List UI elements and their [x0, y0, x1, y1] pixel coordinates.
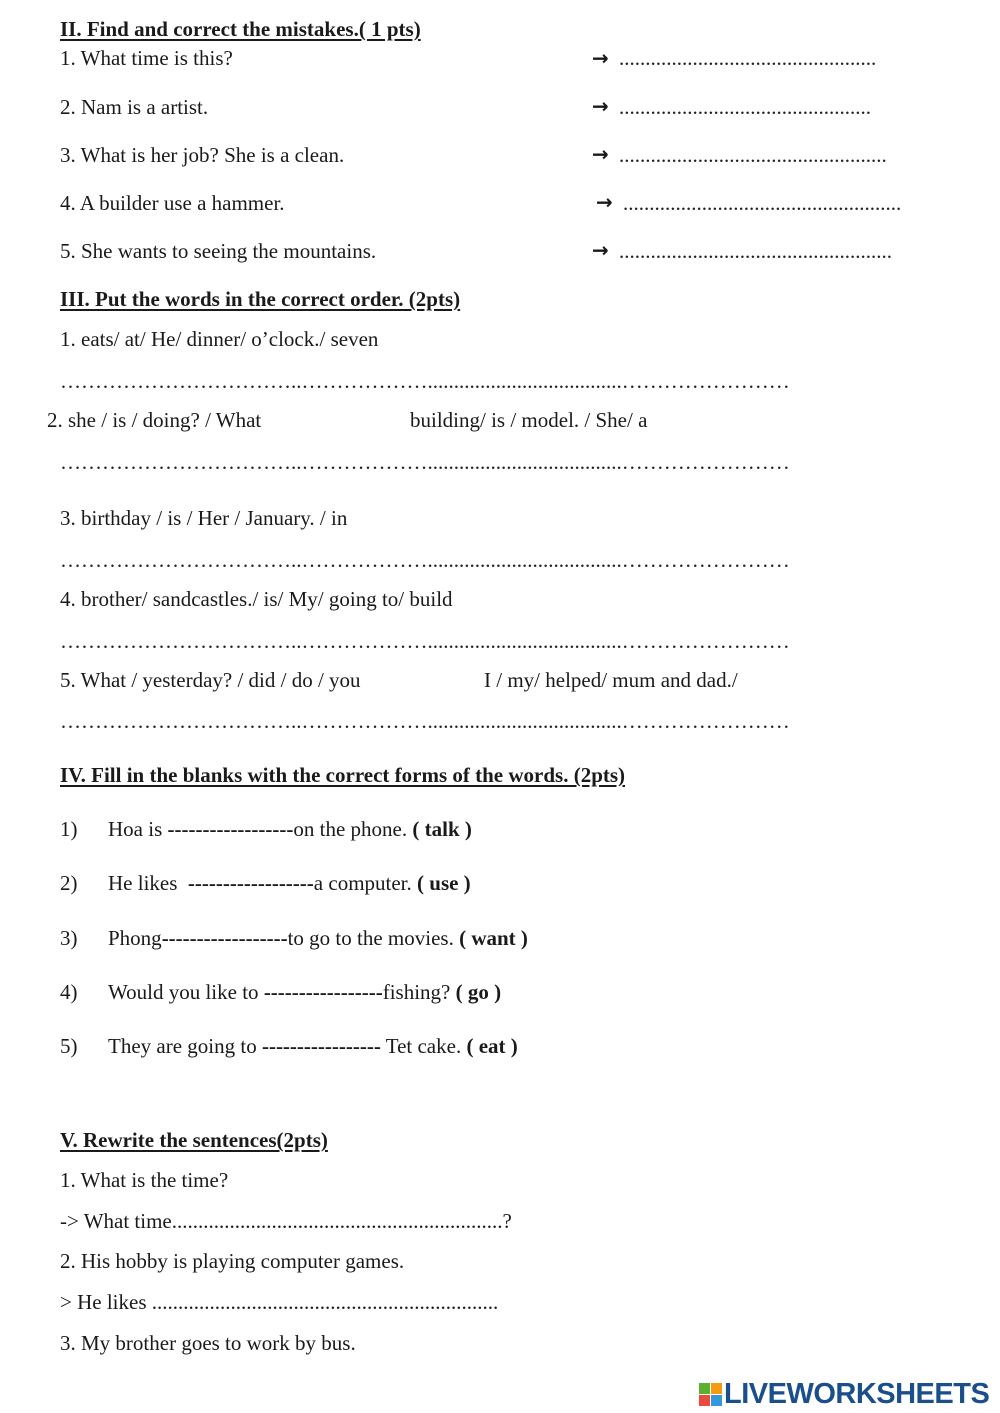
answer-blank[interactable]: ................................................ — [619, 95, 871, 119]
fill-blank[interactable]: ------------------ — [187, 871, 314, 895]
order-item-5: 5. What / yesterday? / did / do / you — [60, 668, 361, 692]
answer-line[interactable]: ……………………………..……………….....................................…………………… — [60, 450, 790, 474]
rewrite-question-2: 2. His hobby is playing computer games. — [60, 1249, 405, 1273]
order-item-2: 2. she / is / doing? / What — [47, 408, 262, 432]
arrow-right-icon: → — [596, 190, 613, 214]
arrow-right-icon: → — [592, 142, 609, 166]
answer-blank[interactable]: ................................................... — [619, 143, 887, 167]
section-5-heading: V. Rewrite the sentences(2pts) — [60, 1128, 328, 1152]
answer-line[interactable]: ……………………………..……………….....................................…………………… — [60, 709, 790, 733]
item-text: Would you like to — [108, 980, 264, 1004]
item-number: 5) — [60, 1034, 78, 1058]
logo-text: LIVEWORKSHEETS — [724, 1377, 990, 1410]
item-text: on the phone. — [293, 817, 413, 841]
order-item-4: 4. brother/ sandcastles./ is/ My/ going to/ build — [60, 587, 453, 611]
answer-line[interactable]: ……………………………..……………….....................................…………………… — [60, 548, 790, 572]
word-hint: ( eat ) — [466, 1034, 518, 1058]
order-item-1: 1. eats/ at/ He/ dinner/ o’clock./ seven — [60, 327, 379, 351]
item-number: 2) — [60, 871, 78, 895]
item-text: They are going to — [108, 1034, 262, 1058]
mistake-item-2: 2. Nam is a artist. — [60, 95, 209, 119]
item-text: to go to the movies. — [287, 926, 460, 950]
fill-item-4 — [60, 982, 501, 1003]
logo-mark-icon — [699, 1383, 722, 1406]
word-hint: ( talk ) — [412, 817, 472, 841]
answer-line[interactable]: ……………………………..……………….....................................…………………… — [60, 629, 790, 653]
word-hint: ( go ) — [455, 980, 502, 1004]
rewrite-answer-1[interactable]: -> What time...............................................................? — [60, 1209, 512, 1233]
item-text: Hoa is — [108, 817, 168, 841]
item-number: 1) — [60, 817, 78, 841]
fill-blank[interactable]: ----------------- — [261, 1034, 381, 1058]
mistake-item-4: 4. A builder use a hammer. — [60, 191, 285, 215]
item-text: fishing? — [382, 980, 456, 1004]
order-item-3: 3. birthday / is / Her / January. / in — [60, 506, 348, 530]
word-hint: ( want ) — [459, 926, 528, 950]
item-number: 3) — [60, 926, 78, 950]
section-3-heading: III. Put the words in the correct order. (2pts) — [60, 287, 461, 311]
rewrite-question-3: 3. My brother goes to work by bus. — [60, 1331, 356, 1355]
arrow-right-icon: → — [592, 94, 609, 118]
fill-item-3 — [60, 928, 528, 949]
item-text: Tet cake. — [380, 1034, 467, 1058]
mistake-item-5: 5. She wants to seeing the mountains. — [60, 239, 377, 263]
arrow-right-icon: → — [592, 238, 609, 262]
item-text: He likes — [108, 871, 188, 895]
fill-blank[interactable]: ----------------- — [263, 980, 383, 1004]
item-text: Phong — [108, 926, 162, 950]
mistake-item-1: 1. What time is this? — [60, 46, 233, 70]
liveworksheets-logo — [699, 1379, 989, 1409]
fill-blank[interactable]: ------------------ — [161, 926, 288, 950]
fill-item-1 — [60, 819, 472, 840]
arrow-right-icon: → — [592, 46, 609, 70]
fill-blank[interactable]: ------------------ — [167, 817, 294, 841]
rewrite-question-1: 1. What is the time? — [60, 1168, 229, 1192]
word-hint: ( use ) — [417, 871, 471, 895]
answer-blank[interactable]: ................................................. — [619, 46, 877, 70]
section-4-heading: IV. Fill in the blanks with the correct forms of the words. (2pts) — [60, 763, 626, 787]
section-2-heading: II. Find and correct the mistakes.( 1 pts) — [60, 17, 421, 41]
item-number: 4) — [60, 980, 78, 1004]
rewrite-answer-2[interactable]: > He likes .................................................................. — [60, 1290, 499, 1314]
answer-blank[interactable]: .................................................... — [619, 239, 892, 263]
answer-line[interactable]: ……………………………..……………….....................................…………………… — [60, 369, 790, 393]
item-text: a computer. — [313, 871, 418, 895]
answer-blank[interactable]: ..................................................... — [623, 191, 902, 215]
order-item-2-extra: building/ is / model. / She/ a — [410, 408, 648, 432]
fill-item-5 — [60, 1036, 518, 1057]
fill-item-2 — [60, 873, 471, 894]
mistake-item-3: 3. What is her job? She is a clean. — [60, 143, 345, 167]
order-item-5-extra: I / my/ helped/ mum and dad./ — [484, 668, 738, 692]
